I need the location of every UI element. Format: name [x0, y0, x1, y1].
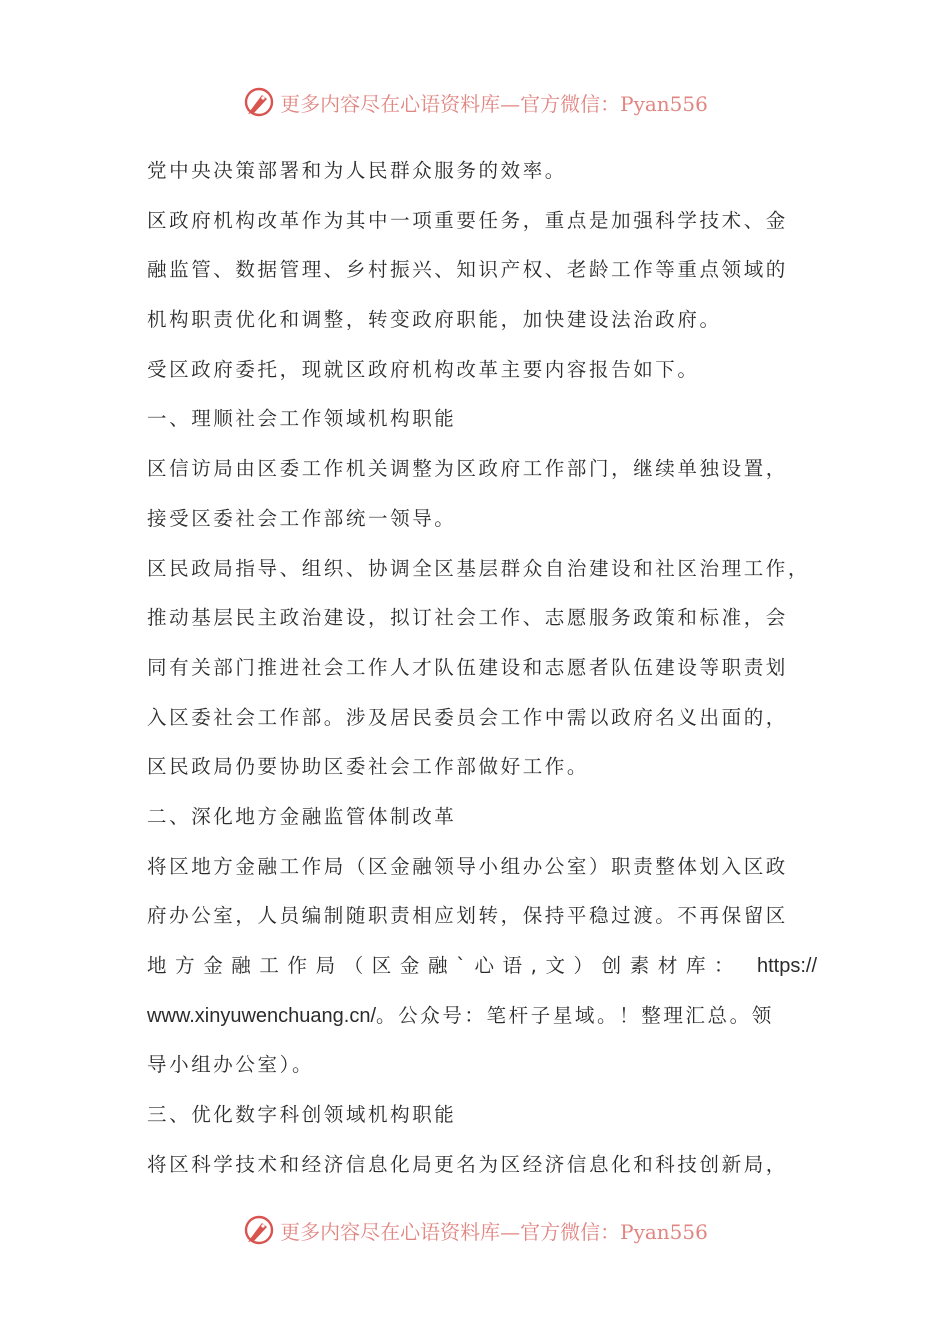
section-heading: 一、理顺社会工作领域机构职能: [147, 407, 457, 431]
body-line-url: [147, 991, 817, 1041]
section-heading: 二、深化地方金融监管体制改革: [147, 804, 457, 828]
body-line: 区民政局指导、组织、协调全区基层群众自治建设和社区治理工作，: [147, 556, 811, 580]
body-line: 府办公室，人员编制随职责相应划转，保持平稳过渡。不再保留区: [147, 904, 788, 928]
header-watermark: [0, 80, 950, 124]
website-url: www.xinyuwenchuang.cn/: [147, 1004, 377, 1027]
watermark-text: 更多内容尽在心语资料库—官方微信：Pyan556: [280, 1219, 708, 1244]
spaced-text: 地方金融工作局（区金融`心语,文）创素材库：: [147, 954, 743, 977]
body-line: 区民政局仍要协助区委社会工作部做好工作。: [147, 755, 590, 779]
url-trailing-text: 。公众号：笔杆子星域。！整理汇总。领: [376, 1003, 774, 1027]
pen-nib-logo-icon: [242, 1213, 276, 1247]
pen-nib-logo-icon: [242, 85, 276, 119]
document-body: [147, 146, 817, 1189]
watermark-text: 更多内容尽在心语资料库—官方微信：Pyan556: [280, 91, 708, 116]
body-line: 推动基层民主政治建设，拟订社会工作、志愿服务政策和标准，会: [147, 606, 788, 630]
body-line: 融监管、数据管理、乡村振兴、知识产权、老龄工作等重点领域的: [147, 258, 788, 282]
body-line: 区信访局由区委工作机关调整为区政府工作部门，继续单独设置，: [147, 457, 788, 481]
body-line: 入区委社会工作部。涉及居民委员会工作中需以政府名义出面的，: [147, 705, 788, 729]
body-line: 接受区委社会工作部统一领导。: [147, 506, 457, 530]
body-line: 导小组办公室）。: [147, 1053, 315, 1077]
body-line: 机构职责优化和调整，转变政府职能，加快建设法治政府。: [147, 308, 722, 332]
body-line-spaced: [147, 941, 817, 991]
body-line: 同有关部门推进社会工作人才队伍建设和志愿者队伍建设等职责划: [147, 655, 788, 679]
body-line: 将区地方金融工作局（区金融领导小组办公室）职责整体划入区政: [147, 854, 788, 878]
body-line: 区政府机构改革作为其中一项重要任务，重点是加强科学技术、金: [147, 208, 788, 232]
body-line: 党中央决策部署和为人民群众服务的效率。: [147, 159, 567, 182]
url-fragment: https://: [756, 955, 817, 977]
body-line: 受区政府委托，现就区政府机构改革主要内容报告如下。: [147, 357, 700, 381]
footer-watermark: [0, 1208, 950, 1252]
section-heading: 三、优化数字科创领域机构职能: [147, 1103, 457, 1127]
body-line: 将区科学技术和经济信息化局更名为区经济信息化和科技创新局，: [147, 1152, 788, 1176]
